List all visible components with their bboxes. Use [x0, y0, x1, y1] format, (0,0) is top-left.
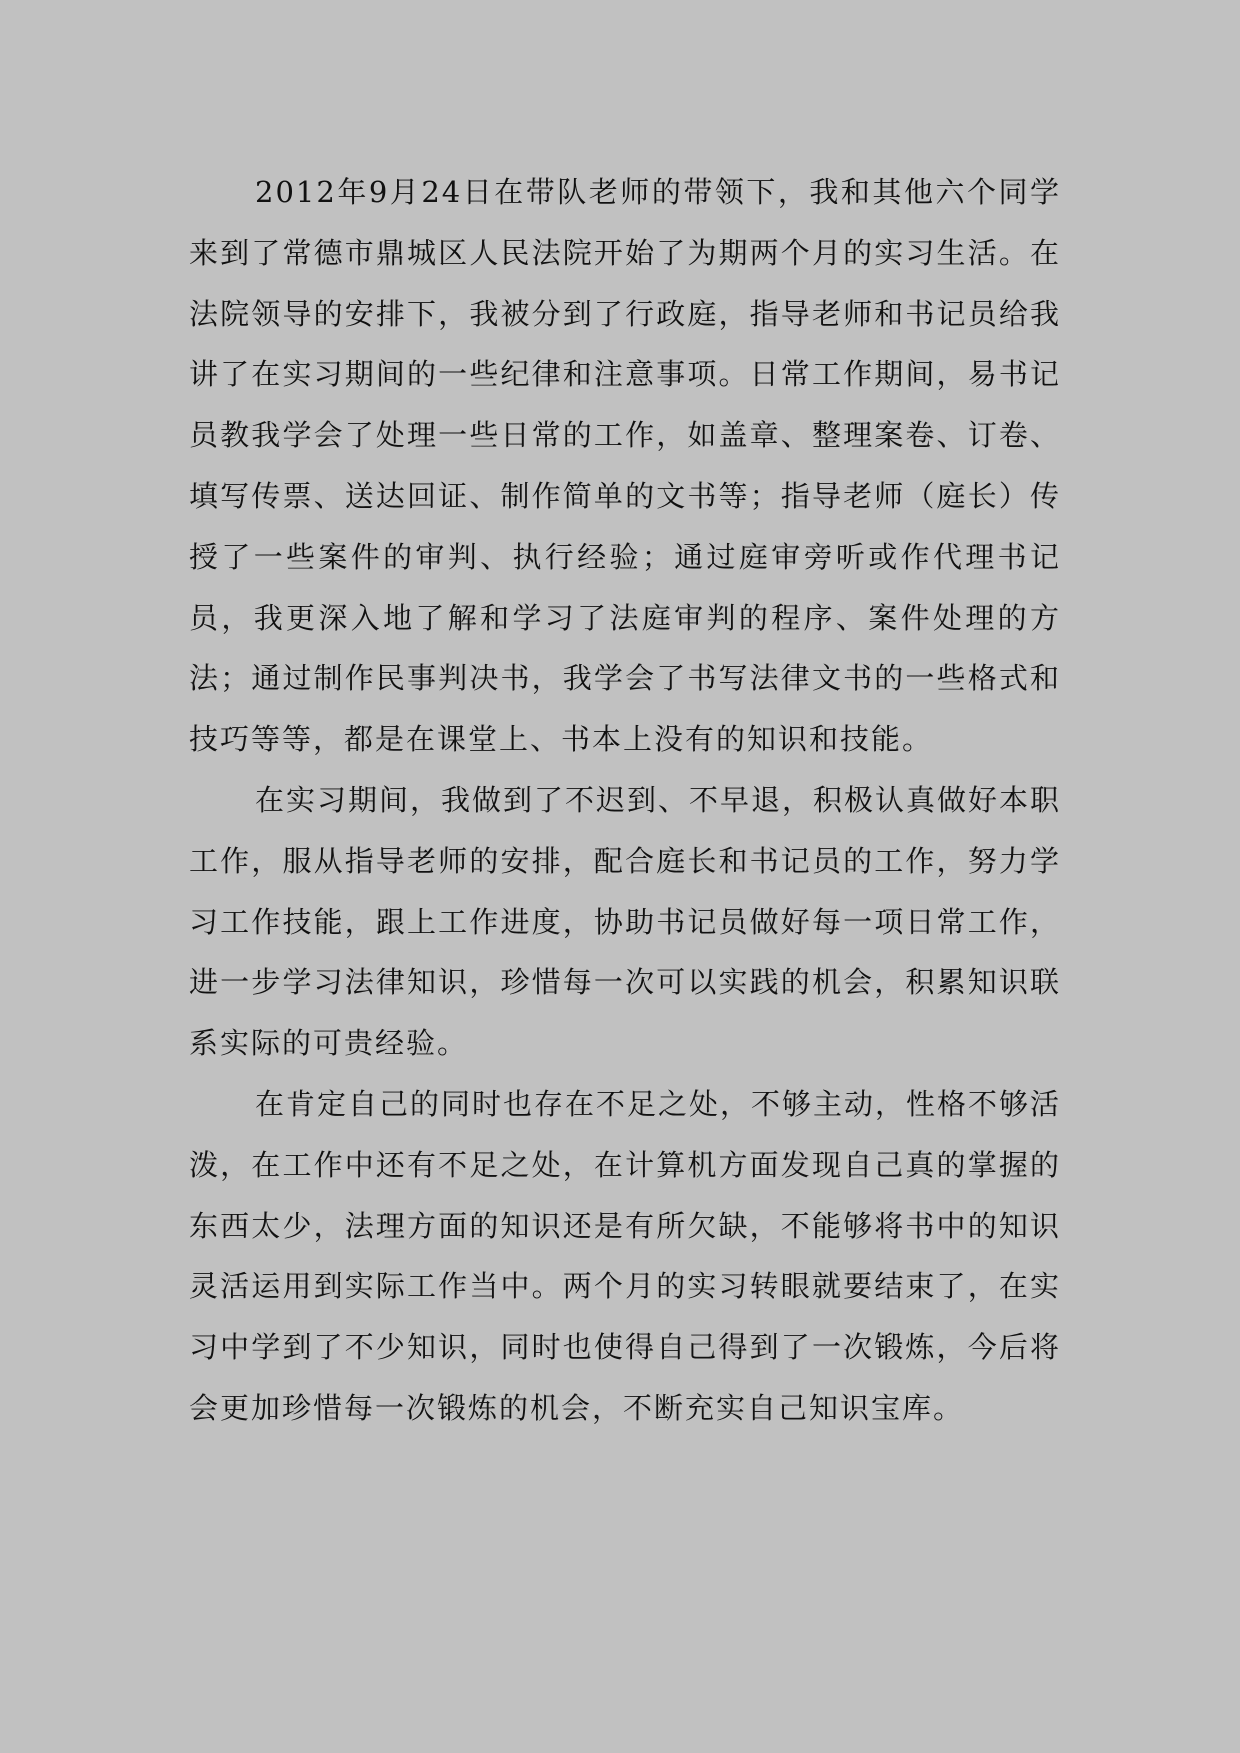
- body-text: [189, 162, 1061, 1439]
- paragraph-1: 2012年9月24日在带队老师的带领下，我和其他六个同学来到了常德市鼎城区人民法院开始了为期两个月的实习生活。在法院领导的安排下，我被分到了行政庭，指导老师和书记员给我讲了在实习期间的一些纪律和注意事项。日常工作期间，易书记员教我学会了处理一些日常的工作，如盖章、整理案卷、订卷、填写传票、送达回证、制作简单的文书等；指导老师（庭长）传授了一些案件的审判、执行经验；通过庭审旁听或作代理书记员，我更深入地了解和学习了法庭审判的程序、案件处理的方法；通过制作民事判决书，我学会了书写法律文书的一些格式和技巧等等，都是在课堂上、书本上没有的知识和技能。: [189, 175, 1061, 757]
- paragraph-3: 在肯定自己的同时也存在不足之处，不够主动，性格不够活泼，在工作中还有不足之处，在计算机方面发现自己真的掌握的东西太少，法理方面的知识还是有所欠缺，不能够将书中的知识灵活运用到实际工作当中。两个月的实习转眼就要结束了，在实习中学到了不少知识，同时也使得自己得到了一次锻炼，今后将会更加珍惜每一次锻炼的机会，不断充实自己知识宝库。: [189, 1086, 1062, 1425]
- paragraph-2: 在实习期间，我做到了不迟到、不早退，积极认真做好本职工作，服从指导老师的安排，配合庭长和书记员的工作，努力学习工作技能，跟上工作进度，协助书记员做好每一项日常工作，进一步学习法律知识，珍惜每一次可以实践的机会，积累知识联系实际的可贵经验。: [189, 782, 1062, 1061]
